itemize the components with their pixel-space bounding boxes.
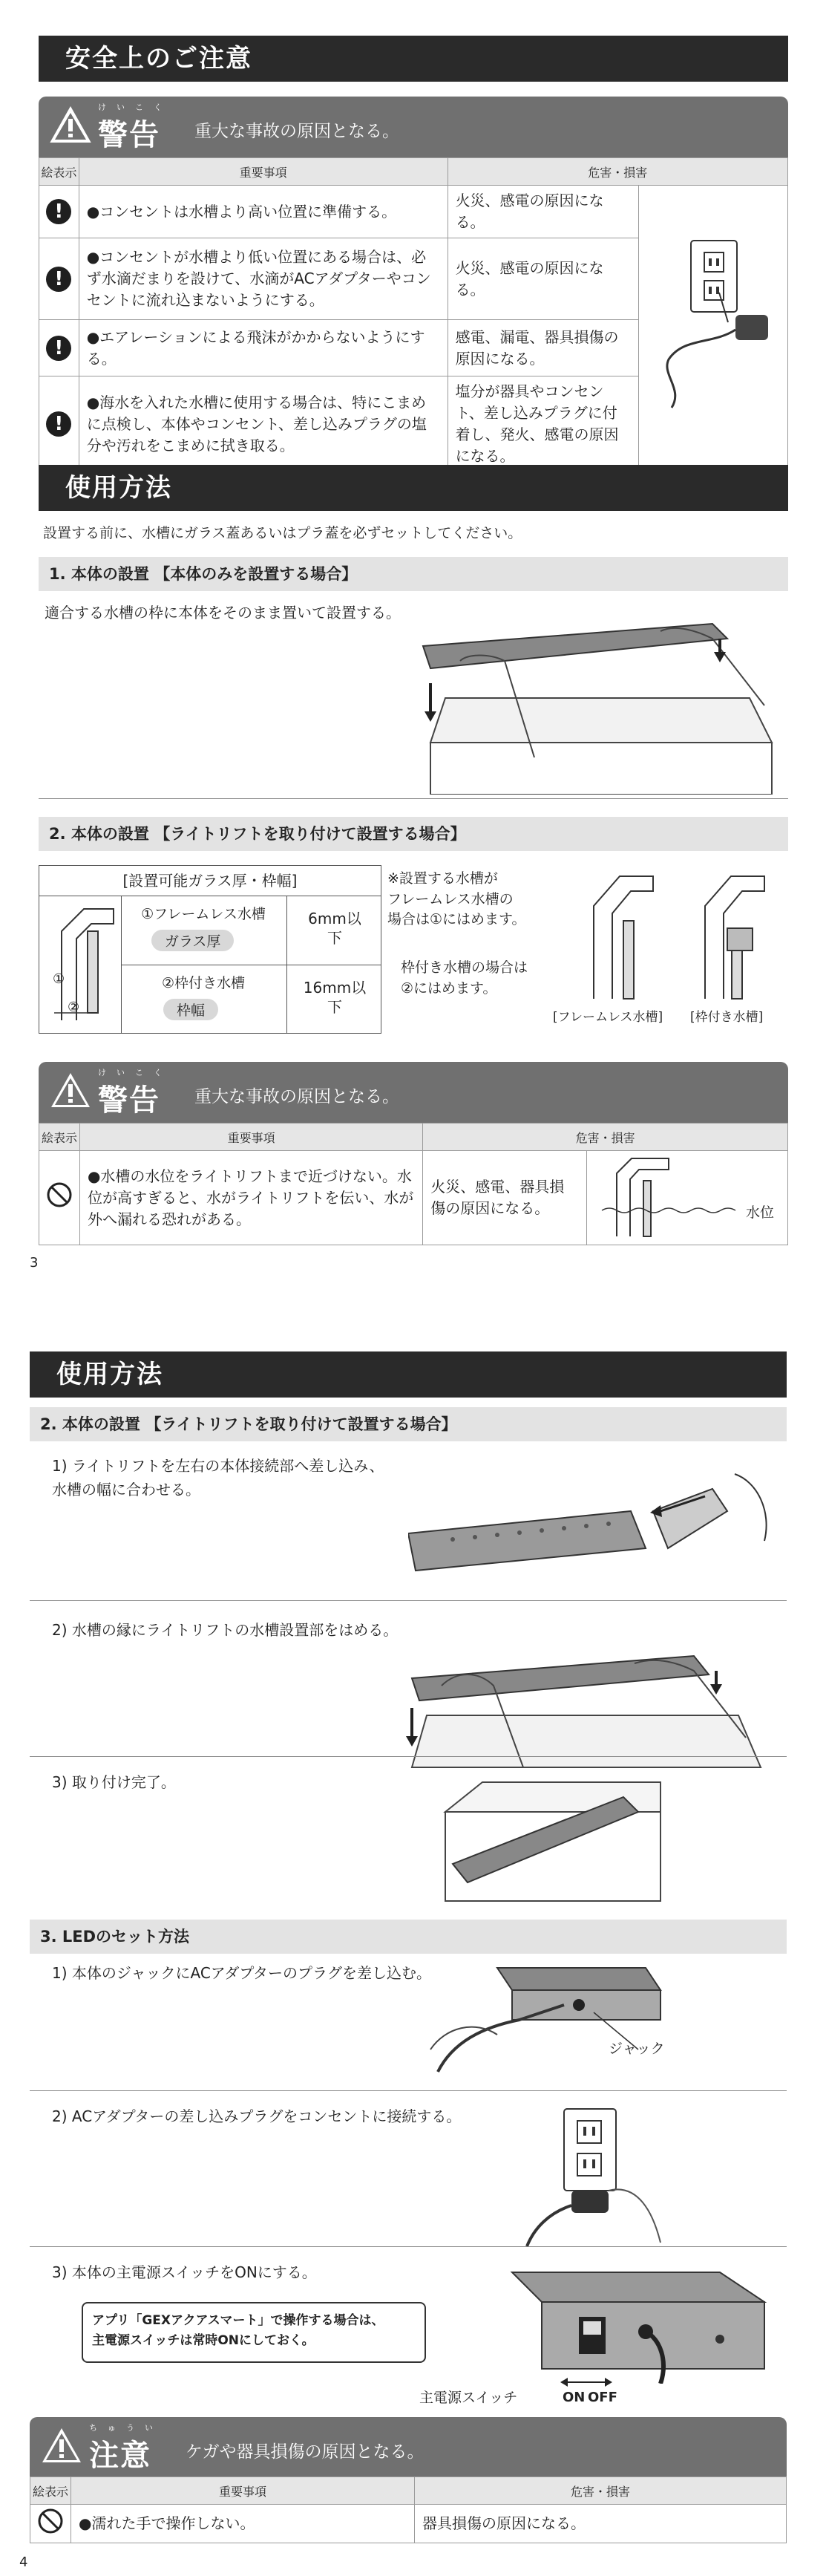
table-row bbox=[30, 2505, 787, 2543]
caution-banner bbox=[30, 2417, 787, 2476]
step1-light-on-tank-illustration bbox=[416, 609, 787, 795]
sub2-text: 2) 水槽の縁にライトリフトの水槽設置部をはめる。 bbox=[52, 1621, 399, 1639]
step3-heading: 3. LEDのセット方法 bbox=[30, 1920, 787, 1954]
page-number-3: 3 bbox=[30, 1255, 39, 1271]
safety-title: 安全上のご注意 bbox=[39, 36, 788, 82]
row-harm: 塩分が器具やコンセント、差し込みプラグに付着し、発火、感電の原因になる。 bbox=[448, 376, 638, 472]
on-off-arrow-icon bbox=[560, 2376, 612, 2388]
prohibition-icon bbox=[46, 1181, 73, 1208]
table-row bbox=[39, 186, 788, 238]
usage-title-2: 使用方法 bbox=[30, 1351, 787, 1398]
row-text: ●コンセントが水槽より低い位置にある場合は、必ず水滴だまりを設けて、水滴がACアダプターやコンセントに流れ込まないようにする。 bbox=[79, 238, 448, 320]
header-important: 重要事項 bbox=[71, 2477, 415, 2505]
row-frameless bbox=[121, 896, 381, 965]
glass-table-title: [設置可能ガラス厚・枠幅] bbox=[39, 866, 381, 896]
jack-plug-illustration bbox=[423, 1960, 668, 2087]
framed-note: 枠付き水槽の場合は ②にはめます。 bbox=[401, 959, 528, 997]
warning-subtitle: 重大な事故の原因となる。 bbox=[194, 122, 399, 141]
framed-label: ②枠付き水槽 bbox=[161, 975, 246, 991]
caution-table bbox=[30, 2476, 787, 2543]
outlet-connection-icon bbox=[519, 2101, 683, 2250]
warning-triangle-icon bbox=[49, 105, 92, 144]
row-framed bbox=[121, 965, 381, 1033]
header-icon-col: 絵表示 bbox=[39, 1124, 80, 1151]
marker-2: ② bbox=[68, 1000, 80, 1015]
sub1-text: 1) ライトリフトを左右の本体接続部へ差し込み、 水槽の幅に合わせる。 bbox=[52, 1457, 384, 1499]
main-switch-illustration bbox=[497, 2257, 779, 2384]
header-important: 重要事項 bbox=[79, 158, 448, 186]
header-harm: 危害・損害 bbox=[415, 2477, 787, 2505]
warning-ruby: けいこく bbox=[98, 102, 172, 112]
frameless-value: 6mm以下 bbox=[308, 910, 361, 947]
warning-subtitle: 重大な事故の原因となる。 bbox=[194, 1087, 399, 1106]
table-row bbox=[39, 1151, 788, 1245]
row-text: ●エアレーションによる飛沫がかからないようにする。 bbox=[79, 320, 448, 376]
header-important: 重要事項 bbox=[79, 1124, 422, 1151]
water-level-illustration bbox=[586, 1151, 787, 1245]
frameless-tank-figure bbox=[579, 869, 661, 1002]
outlet-illustration bbox=[638, 186, 787, 472]
led1-text: 1) 本体のジャックにACアダプターのプラグを差し込む。 bbox=[52, 1964, 431, 1982]
row-harm: 火災、感電の原因になる。 bbox=[448, 186, 638, 238]
table-header-row bbox=[39, 158, 788, 186]
framed-value: 16mm以下 bbox=[303, 979, 367, 1016]
on-label: ON bbox=[563, 2390, 586, 2405]
caution-label: 注意 bbox=[89, 2439, 151, 2473]
row-text: ●水槽の水位をライトリフトまで近づけない。水位が高すぎると、水がライトリフトを伝い、水が外へ漏れる恐れがある。 bbox=[79, 1151, 422, 1245]
warning-banner bbox=[39, 97, 788, 157]
warning-ruby: けいこく bbox=[98, 1068, 172, 1077]
row-harm: 火災、感電、器具損傷の原因になる。 bbox=[423, 1151, 587, 1245]
glass-thickness-pill: ガラス厚 bbox=[151, 930, 234, 951]
frameless-fig-label: [フレームレス水槽] bbox=[553, 1010, 663, 1025]
row-text: ●濡れた手で操作しない。 bbox=[71, 2505, 415, 2543]
divider bbox=[39, 798, 788, 799]
led3-text: 3) 本体の主電源スイッチをONにする。 bbox=[52, 2263, 317, 2281]
step1-heading: 1. 本体の設置 【本体のみを設置する場合】 bbox=[39, 557, 788, 591]
header-harm: 危害・損害 bbox=[423, 1124, 788, 1151]
warning-label: 警告 bbox=[98, 1083, 160, 1118]
prohibition-icon bbox=[37, 2508, 64, 2534]
row-harm: 器具損傷の原因になる。 bbox=[415, 2505, 787, 2543]
framed-fig-label: [枠付き水槽] bbox=[690, 1010, 764, 1025]
app-note-box bbox=[82, 2302, 426, 2363]
jack-label: ジャック bbox=[609, 2041, 665, 2057]
marker-1: ① bbox=[53, 971, 65, 987]
water-level-icon bbox=[587, 1151, 787, 1239]
row-text: ●コンセントは水槽より高い位置に準備する。 bbox=[79, 186, 448, 238]
step1-text: 適合する水槽の枠に本体をそのまま置いて設置する。 bbox=[45, 604, 401, 622]
insert-lift-illustration bbox=[408, 1467, 787, 1608]
warning-label: 警告 bbox=[98, 118, 160, 152]
framed-tank-figure bbox=[690, 869, 772, 1002]
warning-triangle-icon bbox=[49, 1071, 92, 1109]
attach-lift-to-tank-illustration bbox=[397, 1626, 783, 1775]
caution-triangle-icon bbox=[40, 2426, 83, 2465]
step2-heading: 2. 本体の設置 【ライトリフトを取り付けて設置する場合】 bbox=[39, 817, 788, 851]
off-label: OFF bbox=[588, 2390, 617, 2405]
header-icon-col: 絵表示 bbox=[39, 158, 79, 186]
mandatory-icon: ! bbox=[46, 336, 71, 361]
glass-thickness-box bbox=[39, 865, 381, 1034]
water-level-label: 水位 bbox=[745, 1204, 774, 1221]
frame-section-icon bbox=[47, 901, 121, 1028]
step2-heading-p4: 2. 本体の設置 【ライトリフトを取り付けて設置する場合】 bbox=[30, 1407, 787, 1441]
led2-text: 2) ACアダプターの差し込みプラグをコンセントに接続する。 bbox=[52, 2107, 462, 2125]
mandatory-icon: ! bbox=[46, 199, 71, 224]
frame-width-pill: 枠幅 bbox=[163, 999, 218, 1020]
warning-table bbox=[39, 157, 788, 472]
row-harm: 感電、漏電、器具損傷の原因になる。 bbox=[448, 320, 638, 376]
usage-title: 使用方法 bbox=[39, 465, 788, 511]
warning-table-2 bbox=[39, 1123, 788, 1245]
row-harm: 火災、感電の原因になる。 bbox=[448, 238, 638, 320]
installation-complete-illustration bbox=[438, 1775, 675, 1905]
sub3-text: 3) 取り付け完了。 bbox=[52, 1773, 176, 1791]
frameless-label: ①フレームレス水槽 bbox=[141, 906, 266, 922]
switch-label: 主電源スイッチ bbox=[419, 2390, 518, 2406]
header-harm: 危害・損害 bbox=[448, 158, 787, 186]
caution-ruby: ちゅうい bbox=[89, 2423, 163, 2433]
mandatory-icon: ! bbox=[46, 411, 71, 437]
outlet-adapter-icon bbox=[639, 203, 787, 449]
app-note-text: アプリ「GEXアクアスマート」で操作する場合は、 主電源スイッチは常時ONにしておく。 bbox=[92, 2313, 384, 2349]
mandatory-icon: ! bbox=[46, 267, 71, 292]
intro-text: 設置する前に、水槽にガラス蓋あるいはプラ蓋を必ずセットしてください。 bbox=[43, 525, 522, 541]
warning-banner-2 bbox=[39, 1062, 788, 1123]
frameless-note: ※設置する水槽が フレームレス水槽の 場合は①にはめます。 bbox=[387, 870, 526, 928]
header-icon-col: 絵表示 bbox=[30, 2477, 71, 2505]
caution-subtitle: ケガや器具損傷の原因となる。 bbox=[186, 2442, 425, 2462]
page-number-4: 4 bbox=[19, 2554, 28, 2570]
row-text: ●海水を入れた水槽に使用する場合は、特にこまめに点検し、本体やコンセント、差し込みプラグの塩分や汚れをこまめに拭き取る。 bbox=[79, 376, 448, 472]
